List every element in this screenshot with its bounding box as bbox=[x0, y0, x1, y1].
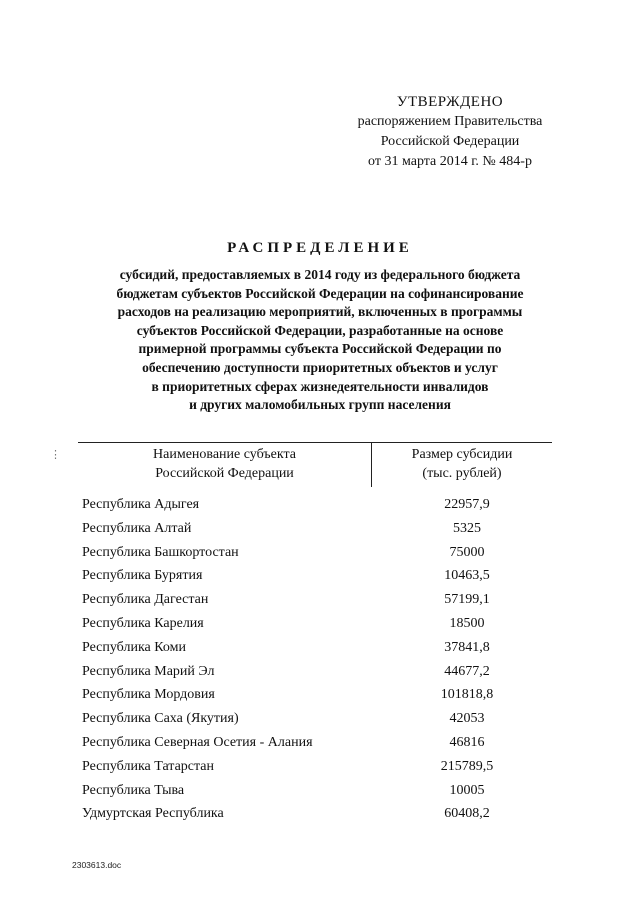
description-line: субсидий, предоставляемых в 2014 году из федерального бюджета bbox=[119, 267, 521, 282]
subsidy-value: 22957,9 bbox=[444, 497, 490, 512]
table-row bbox=[82, 804, 562, 828]
column-header-line: (тыс. рублей) bbox=[422, 466, 502, 481]
document-description bbox=[60, 266, 580, 415]
region-name: Республика Северная Осетия - Алания bbox=[82, 734, 313, 750]
table-row bbox=[82, 495, 562, 519]
description-line: обеспечению доступности приоритетных объектов и услуг bbox=[142, 359, 498, 375]
table-body bbox=[82, 495, 562, 828]
region-name: Республика Тыва bbox=[82, 782, 185, 798]
subsidy-value: 215789,5 bbox=[440, 758, 494, 774]
table-row bbox=[82, 685, 562, 709]
region-name: Республика Адыгея bbox=[82, 497, 200, 512]
margin-mark: ⋮ bbox=[50, 448, 61, 461]
table-row bbox=[82, 543, 562, 567]
description-line: и других маломобильных групп населения bbox=[189, 397, 451, 413]
subsidy-value: 46816 bbox=[449, 734, 485, 750]
description-line: бюджетам субъектов Российской Федерации на софинансирование bbox=[116, 285, 524, 301]
table-row bbox=[82, 662, 562, 686]
column-header-subsidy bbox=[372, 445, 552, 483]
file-name-footer: 2303613.doc bbox=[72, 860, 122, 870]
subsidy-value: 37841,8 bbox=[444, 639, 490, 655]
document-title: РАСПРЕДЕЛЕНИЕ bbox=[227, 240, 413, 256]
table-row bbox=[82, 614, 562, 638]
approval-heading: УТВЕРЖДЕНО bbox=[396, 94, 504, 110]
description-line: в приоритетных сферах жизнедеятельности инвалидов bbox=[151, 378, 489, 394]
column-header-line: Российской Федерации bbox=[155, 466, 294, 481]
subsidy-value: 18500 bbox=[449, 615, 485, 631]
region-name: Республика Башкортостан bbox=[82, 544, 239, 560]
region-name: Республика Саха (Якутия) bbox=[82, 711, 239, 727]
description-line: примерной программы субъекта Российской Федерации по bbox=[138, 341, 502, 357]
column-header-line: Наименование субъекта bbox=[153, 447, 296, 462]
table-row bbox=[82, 519, 562, 543]
region-name: Республика Дагестан bbox=[82, 592, 209, 608]
description-line: субъектов Российской Федерации, разработанные на основе bbox=[136, 322, 504, 338]
approval-stamp bbox=[330, 92, 570, 172]
region-name: Республика Марий Эл bbox=[82, 663, 215, 679]
subsidy-value: 44677,2 bbox=[444, 663, 490, 679]
table-row bbox=[82, 709, 562, 733]
region-name: Республика Карелия bbox=[82, 615, 204, 631]
region-name: Республика Бурятия bbox=[82, 568, 203, 584]
region-name: Республика Коми bbox=[82, 639, 186, 655]
subsidy-value: 10463,5 bbox=[444, 568, 490, 584]
approval-line: от 31 марта 2014 г. № 484-р bbox=[368, 154, 532, 169]
subsidy-value: 75000 bbox=[449, 544, 485, 560]
region-name: Удмуртская Республика bbox=[82, 806, 224, 822]
approval-line: распоряжением Правительства bbox=[357, 114, 543, 129]
subsidy-value: 60408,2 bbox=[444, 806, 490, 822]
subsidy-value: 101818,8 bbox=[440, 687, 494, 703]
table-header bbox=[78, 442, 552, 487]
table-row bbox=[82, 733, 562, 757]
approval-line: Российской Федерации bbox=[380, 134, 520, 149]
table-row bbox=[82, 638, 562, 662]
subsidy-value: 5325 bbox=[453, 520, 481, 536]
subsidy-value: 57199,1 bbox=[444, 592, 490, 608]
subsidy-value: 42053 bbox=[449, 711, 485, 727]
region-name: Республика Мордовия bbox=[82, 687, 215, 703]
region-name: Республика Татарстан bbox=[82, 758, 215, 774]
column-header-line: Размер субсидии bbox=[411, 447, 513, 462]
table-row bbox=[82, 781, 562, 805]
column-header-region bbox=[78, 445, 371, 483]
table-row bbox=[82, 757, 562, 781]
region-name: Республика Алтай bbox=[82, 520, 192, 536]
description-line: расходов на реализацию мероприятий, включенных в программы bbox=[117, 304, 523, 320]
table-row bbox=[82, 590, 562, 614]
table-row bbox=[82, 566, 562, 590]
subsidy-value: 10005 bbox=[449, 782, 485, 798]
